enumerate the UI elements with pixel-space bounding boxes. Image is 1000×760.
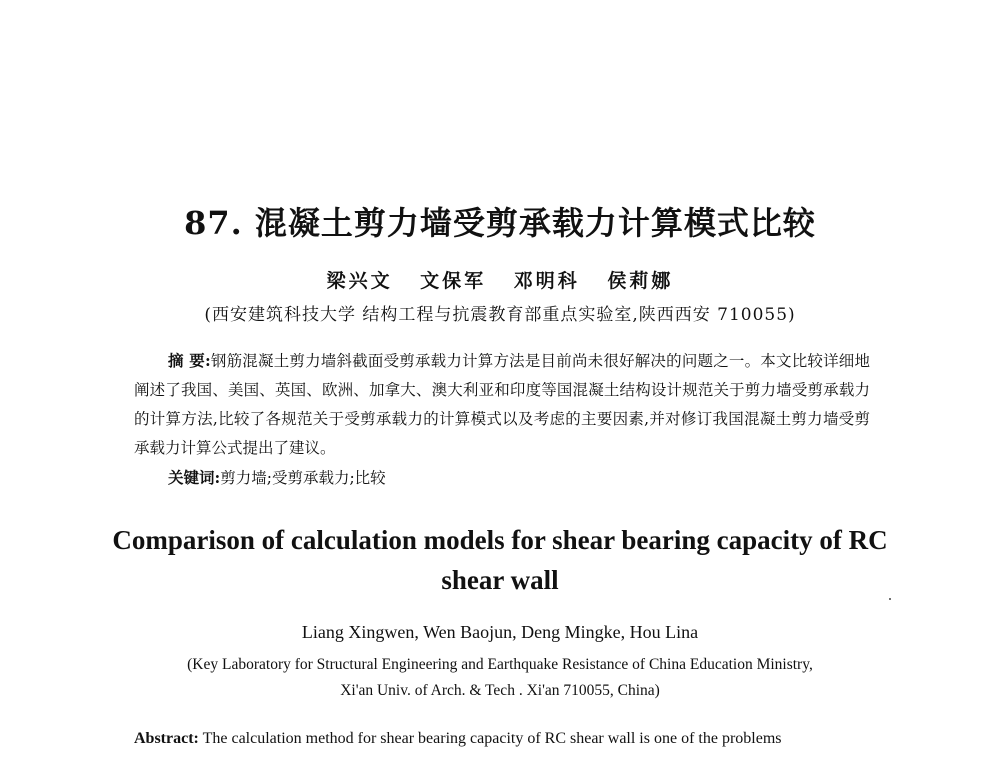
english-abstract-label: Abstract: — [134, 730, 199, 747]
scan-speck — [889, 598, 891, 600]
english-abstract-text: The calculation method for shear bearing capacity of RC shear wall is one of the problems — [198, 730, 782, 747]
english-title: Comparison of calculation models for shear bearing capacity of RC shear wall — [112, 525, 888, 595]
english-affiliation-line-2: Xi'an Univ. of Arch. & Tech . Xi'an 710055, China) — [340, 682, 660, 699]
english-authors: Liang Xingwen, Wen Baojun, Deng Mingke, Hou Lina — [301, 622, 699, 642]
chinese-keywords — [168, 466, 868, 490]
chinese-affiliation: (西安建筑科技大学 结构工程与抗震教育部重点实验室,陕西西安 710055) — [204, 305, 796, 325]
chinese-keywords-text: 剪力墙;受剪承载力;比较 — [220, 469, 386, 487]
chinese-keywords-label: 关键词: — [168, 468, 221, 487]
chinese-abstract-text: 钢筋混凝土剪力墙斜截面受剪承载力计算方法是目前尚未很好解决的问题之一。本文比较详细地阐述了我国、美国、英国、欧洲、加拿大、澳大利亚和印度等国混凝土结构设计规范关于剪力墙受剪承载力的计算方法,比较了各规范关于受剪承载力的计算模式以及考虑的主要因素,并对修订我国混凝土剪力墙受剪承载力计算公式提出了建议。 — [134, 352, 870, 457]
chinese-authors: 梁兴文 文保军 邓明科 侯莉娜 — [326, 270, 674, 292]
english-affiliation — [80, 652, 920, 704]
english-abstract — [134, 726, 870, 752]
chinese-title: 87. 混凝土剪力墙受剪承载力计算模式比较 — [184, 204, 816, 242]
chinese-abstract — [134, 346, 870, 463]
english-affiliation-line-1: (Key Laboratory for Structural Engineering and Earthquake Resistance of China Education Ministry, — [187, 656, 813, 673]
chinese-abstract-label: 摘 要: — [168, 351, 211, 370]
